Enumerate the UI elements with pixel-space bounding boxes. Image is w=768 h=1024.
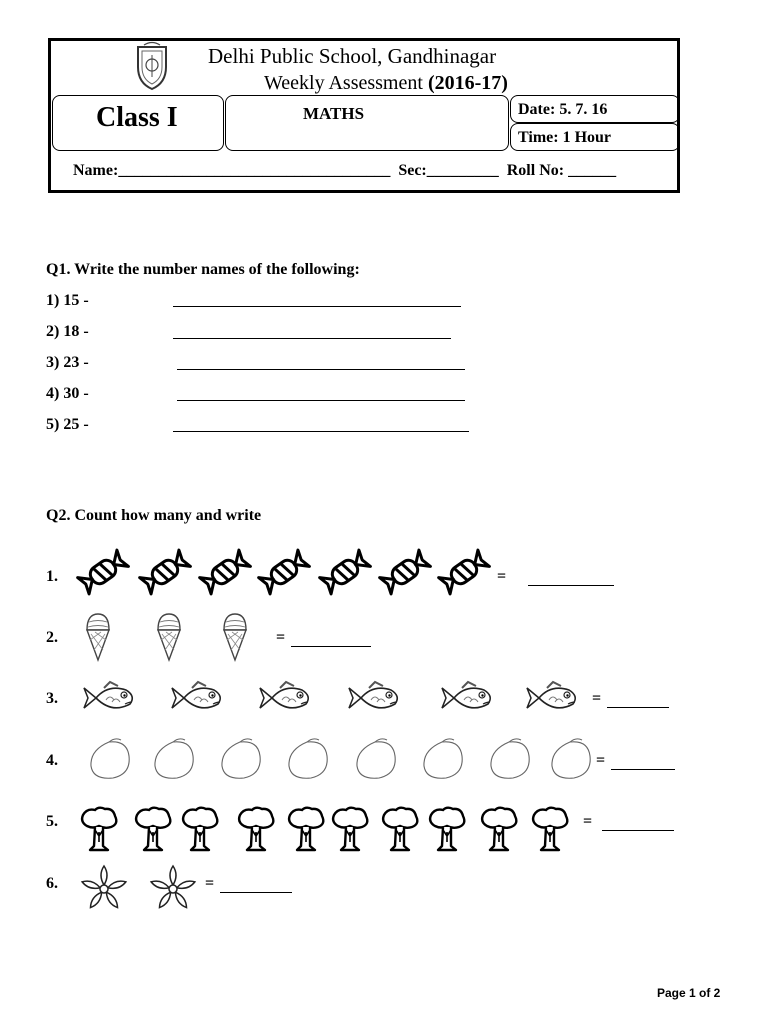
candy-icon (198, 548, 252, 596)
student-info-row (73, 162, 620, 180)
class-label: Class I (96, 102, 178, 133)
mango-icon (353, 736, 399, 782)
answer-blank[interactable]: = (205, 875, 292, 893)
q1-item: 3) 23 - (46, 354, 89, 371)
q2-row-number: 5. (46, 813, 58, 830)
tree-icon (79, 806, 119, 852)
answer-line[interactable] (177, 400, 465, 401)
fish-icon (440, 680, 496, 716)
fish-icon (347, 680, 403, 716)
tree-icon (180, 806, 220, 852)
q1-item: 1) 15 - (46, 292, 89, 309)
tree-icon (286, 806, 326, 852)
fish-icon (82, 680, 138, 716)
answer-blank[interactable]: = (276, 629, 371, 647)
tree-icon (479, 806, 519, 852)
q1-item: 5) 25 - (46, 416, 89, 433)
candy-icon (378, 548, 432, 596)
mango-icon (87, 736, 133, 782)
mango-icon (420, 736, 466, 782)
tree-icon (330, 806, 370, 852)
roll-no-field[interactable]: Roll No: ______ (506, 162, 617, 179)
mango-icon (285, 736, 331, 782)
candy-icon (437, 548, 491, 596)
mango-icon (487, 736, 533, 782)
flower-icon (147, 864, 199, 914)
tree-icon (427, 806, 467, 852)
tree-icon (380, 806, 420, 852)
school-crest-icon (134, 43, 170, 91)
q2-row-number: 3. (46, 690, 58, 707)
name-field[interactable]: Name:__________________________________ (73, 162, 391, 179)
candy-icon (138, 548, 192, 596)
school-name: Delhi Public School, Gandhinagar (208, 44, 497, 68)
ice-cream-icon (220, 610, 250, 662)
subject-label: MATHS (303, 104, 365, 123)
answer-blank[interactable]: = (583, 813, 674, 831)
answer-line[interactable] (173, 431, 469, 432)
fish-icon (258, 680, 314, 716)
fish-icon (170, 680, 226, 716)
answer-blank[interactable]: = (596, 752, 675, 770)
tree-icon (236, 806, 276, 852)
answer-blank[interactable]: = (497, 568, 614, 586)
answer-line[interactable] (173, 338, 451, 339)
q2-title: Q2. Count how many and write (46, 507, 262, 524)
subject-box (225, 95, 509, 151)
fish-icon (525, 680, 581, 716)
answer-blank[interactable]: = (592, 690, 669, 708)
q1-item: 4) 30 - (46, 385, 89, 402)
candy-icon (257, 548, 311, 596)
q2-row-number: 6. (46, 875, 58, 892)
time-label: Time: 1 Hour (518, 129, 612, 146)
tree-icon (133, 806, 173, 852)
mango-icon (151, 736, 197, 782)
assessment-title: Weekly Assessment (2016-17) (264, 72, 508, 94)
q1-item: 2) 18 - (46, 323, 89, 340)
q2-row-number: 1. (46, 568, 58, 585)
candy-icon (318, 548, 372, 596)
mango-icon (218, 736, 264, 782)
answer-line[interactable] (177, 369, 465, 370)
candy-icon (76, 548, 130, 596)
date-label: Date: 5. 7. 16 (518, 101, 608, 118)
q1-title: Q1. Write the number names of the following: (46, 261, 360, 278)
flower-icon (78, 864, 130, 914)
section-field[interactable]: Sec:_________ (398, 162, 499, 179)
ice-cream-icon (154, 610, 184, 662)
q2-row-number: 2. (46, 629, 58, 646)
tree-icon (530, 806, 570, 852)
mango-icon (548, 736, 594, 782)
ice-cream-icon (83, 610, 113, 662)
answer-line[interactable] (173, 306, 461, 307)
q2-row-number: 4. (46, 752, 58, 769)
page-number: Page 1 of 2 (657, 986, 721, 1000)
